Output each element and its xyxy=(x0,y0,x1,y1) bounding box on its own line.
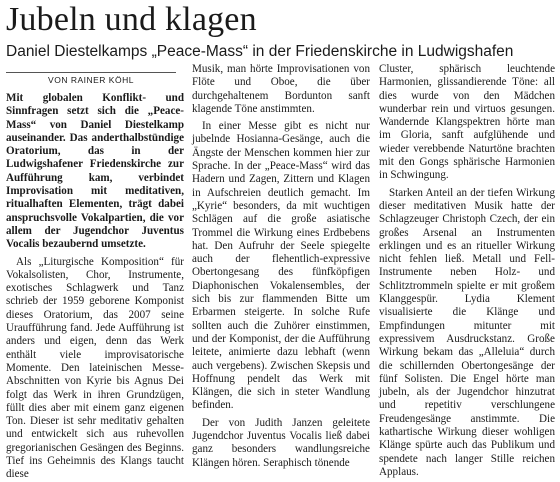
column-3 xyxy=(379,63,555,478)
lead-paragraph: Mit globalen Konflikt- und Sinnfragen setzt sich die „Peace-Mass“ von Daniel Diestelkamp auseinander. Das anderthalbstündige Oratorium, das in der Ludwigshafener Friedenskirche zur Aufführung kam, verbindet Improvisation mit meditativen, ritualhaften Elementen, trägt dabei anspruchsvolle Vokalpartien, die vor allem der Jugendchor Juventus Vocalis bezaubernd umsetzte. xyxy=(6,92,184,251)
byline-block xyxy=(6,72,176,88)
body-paragraph: Cluster, sphärisch leuchtende Harmonien, glissandierende Töne: all dies wurde von den Mädchen wunderbar rein und virtuos gesungen. Wandernde Klangspektren hörte man im Gloria, sanft aufglühende und wieder verebbende Naturtöne brachten mit den Gongs sphärische Harmonien in Schwingung. xyxy=(379,63,555,182)
body-paragraph: Der von Judith Janzen geleitete Jugendchor Juventus Vocalis ließ dabei ganz besonders wandlungsreiche Klängen hören. Seraphisch tönende xyxy=(192,416,370,469)
subheadline: Daniel Diestelkamps „Peace-Mass“ in der Friedenskirche in Ludwigshafen xyxy=(6,43,514,60)
column-2 xyxy=(192,63,370,469)
body-paragraph: In einer Messe gibt es nicht nur jubelnde Hosianna-Gesänge, auch die Ängste der Menschen kommen hier zur Sprache. In der „Peace-Mass“ wird das Hadern und Zagen, Zittern und Klagen in Aufschreien deutlich gemacht. Im „Kyrie“ besonders, da mit wuchtigen Schlägen auf die große asiatische Trommel die Wirkung eines Erdbebens hat. Den Aufruhr der Seele spiegelte auch der flehentlich-expressive Obertongesang des fünfköpfigen Diaphonischen Vokalensembles, der sich bis zur flammenden Bitte um Erbarmen steigerte. In solche Rufe sollten auch die Zuhörer einstimmen, und der Komponist, der die Aufführung leitete, animierte dazu lebhaft (wenn auch vergebens). Zwischen Skepsis und Hoffnung pendelt das Werk mit Klängen, die sich in steter Wandlung befinden. xyxy=(192,120,370,412)
body-paragraph: Als „Liturgische Komposition“ für Vokalsolisten, Chor, Instrumente, exotisches Schlagwerk und Tanz schrieb der 1959 geborene Komponist dieses Oratorium, das 2007 seine Uraufführung fand. Jede Aufführung ist anders und eigen, denn das Werk enthält viele improvisatorische Momente. Den lateinischen Messe-Abschnitten von Kyrie bis Agnus Dei folgt das Werk in ihren Grundzügen, füllt dies aber mit einem ganz eigenen Ton. Dieser ist sehr meditativ gehalten und entwickelt sich aus ruhevollen gregorianischen Gesängen des Beginns. Tief ins Geheimnis des Klangs taucht diese xyxy=(6,255,184,481)
byline: VON RAINER KÖHL xyxy=(48,75,134,85)
headline: Jubeln und klagen xyxy=(6,1,257,38)
column-1 xyxy=(6,92,184,481)
body-paragraph: Starken Anteil an der tiefen Wirkung dieser meditativen Musik hatte der Schlagzeuger Christoph Czech, der ein großes Arsenal an Instrumenten erklingen und es an ritueller Wirkung nicht fehlen ließ. Metall und Fell-Instrumente neben Holz- und Schlitztrommeln spielte er mit großem Klanggespür. Lydia Klement visualisierte die Klänge und Empfindungen mitunter mit expressivem Ausdruckstanz. Große Wirkung bekam das „Alleluia“ durch die schillernden Obertongesänge der fünf Solisten. Die Engel hörte man jubeln, als der Jugendchor hinzutrat und repetitiv verschlungene Freudengesänge anstimmte. Die kathartische Wirkung dieser wohligen Klänge spürte auch das Publikum und spendete nach langer Stille reichen Applaus. xyxy=(379,186,555,478)
body-paragraph: Musik, man hörte Improvisationen von Flöte und Oboe, die über durchgehaltenem Bordunton sanft klagende Töne anstimmten. xyxy=(192,63,370,115)
byline-rule xyxy=(6,72,176,73)
